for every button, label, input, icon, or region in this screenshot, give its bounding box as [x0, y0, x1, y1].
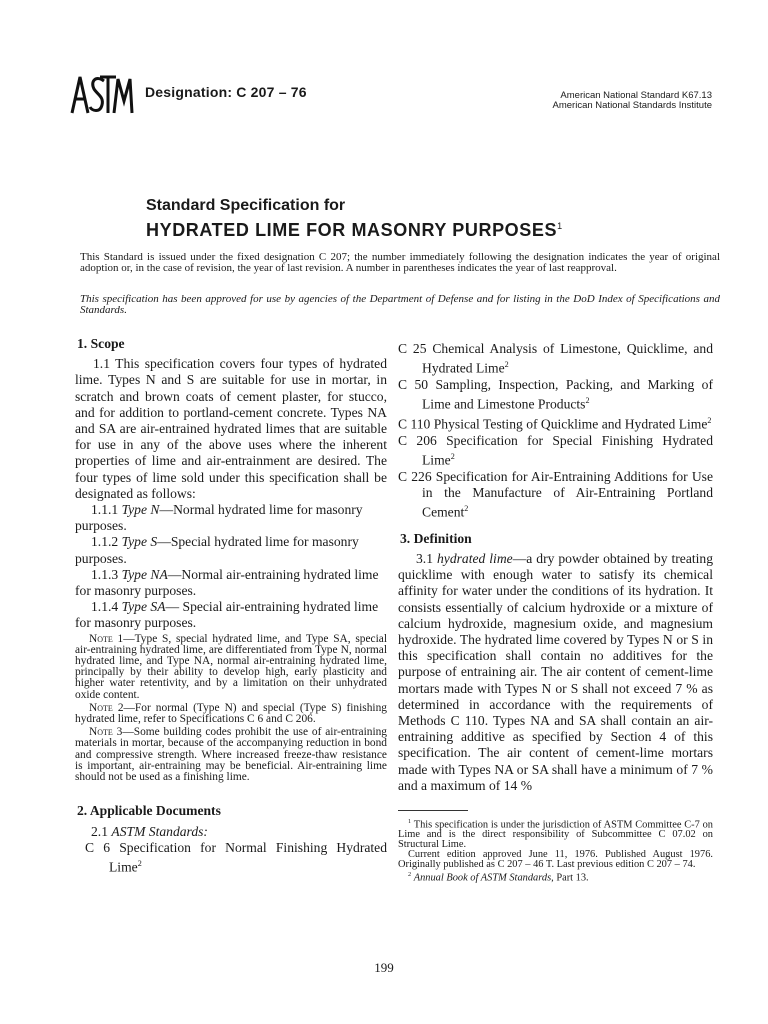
reference-mark: 2 — [504, 360, 509, 370]
reference-mark: 2 — [707, 415, 712, 425]
definition-number: 3.1 — [416, 550, 433, 566]
applicable-documents-heading: 2. Applicable Documents — [77, 803, 221, 819]
definition-paragraph — [398, 551, 713, 794]
item-desc: —Normal air-entraining hydrated lime for masonry purposes. — [75, 566, 379, 599]
note-text: —For normal (Type N) and special (Type S) finishing hydrated lime, refer to Specifications C 6 and C 206. — [75, 701, 387, 726]
standard-note: This Standard is issued under the fixed designation C 207; the number immediately following the designation indicates the year of original adoption or, in the case of revision, the year of last revision. A number in parentheses indicates the year of last reapproval. — [80, 251, 720, 274]
reference-item — [398, 433, 713, 469]
reference-item — [398, 377, 713, 413]
footnote-text: This specification is under the jurisdiction of ASTM Committee C-7 on Lime and is the direct responsibility of Subcommittee C 07.02 on Structural Lime. — [398, 819, 714, 851]
item-number: 1.1.2 — [91, 534, 119, 550]
item-desc: — Special air-entraining hydrated lime for masonry purposes. — [75, 599, 379, 631]
footnote-divider — [398, 810, 468, 811]
reference-text: C 110 Physical Testing of Quicklime and Hydrated Lime — [398, 416, 708, 432]
reference-item — [398, 341, 713, 377]
item-number: 1.1.3 — [91, 566, 119, 582]
reference-item — [398, 413, 713, 433]
title-line-1: Standard Specification for — [146, 197, 346, 214]
note-1 — [75, 634, 387, 701]
note-3 — [75, 727, 387, 783]
definition-term: hydrated lime — [436, 550, 513, 566]
astm-logo-icon — [66, 73, 134, 117]
definition-heading: 3. Definition — [400, 530, 472, 546]
item-desc: —Normal hydrated lime for masonry purposes. — [75, 502, 363, 534]
footnote-mark: 1 — [408, 817, 412, 825]
definition-text: —a dry powder obtained by treating quicklime with enough water to satisfy its chemical affinity for water under the conditions of its hydration. It consists essentially of calcium hydroxide or a mixture of calcium hydroxide, magnesium oxide, and magnesium hydroxide. The hydrated lime covered by Types N or S in this specification shall contain no additives for the purpose of entraining air. The air content of cement-lime mortars made with Types N or S shall not exceed 7 % as determined in accordance with the requirements of Methods C 110. Types NA and SA shall contain an air-entraining additive as specified by Section 4 of this specification. The air content of cement-lime mortars made with Types NA or SA shall have a minimum of 7 % and a maximum of 14 % — [398, 550, 713, 793]
reference-mark: 2 — [450, 451, 455, 461]
left-column — [75, 336, 387, 876]
astm-logo — [66, 73, 134, 117]
scope-heading: 1. Scope — [77, 336, 125, 351]
reference-text: C 6 Specification for Normal Finishing Hydrated Lime — [85, 839, 387, 875]
scope-paragraph: 1.1 This specification covers four types of hydrated lime. Types N and S are suitable for use in mortar, in scratch and brown coats of cement plaster, for stucco, and for addition to portland-cement concrete. Types NA and SA are air-entrained hydrated limes that are suitable for use in any of the above uses where the inherent properties of lime and air-entrainment are desired. The four types of lime sold under this specification shall be designated as follows: — [75, 356, 387, 501]
reference-text: C 25 Chemical Analysis of Limestone, Quicklime, and Hydrated Lime — [398, 341, 713, 376]
reference-mark: 2 — [585, 396, 590, 406]
reference-text: C 50 Sampling, Inspection, Packing, and Marking of Lime and Limestone Products — [398, 376, 713, 412]
ansi-line-2: American National Standards Institute — [552, 100, 712, 111]
note-label: Note 1 — [89, 632, 124, 645]
item-desc: —Special hydrated lime for masonry purposes. — [75, 534, 359, 566]
page-number: 199 — [374, 960, 394, 975]
item-type: Type SA — [121, 599, 166, 615]
type-item — [75, 599, 387, 631]
footnote-text: Part 13. — [553, 872, 589, 884]
note-2 — [75, 703, 387, 725]
item-number: 1.1.1 — [91, 502, 119, 518]
note-label: Note 2 — [89, 701, 124, 714]
note-text: —Some building codes prohibit the use of air-entraining materials in mortar, because of the accompanying reduction in bond and compressive strength. Where increased freeze-thaw resistance is important, air-entraining may be beneficial. Air-entraining lime should not be used as a finishing lime. — [75, 726, 388, 784]
designation: Designation: C 207 – 76 — [145, 84, 307, 100]
footnote-1b: Current edition approved June 11, 1976. Published August 1976. Originally published as C 207 – 46 T. Last previous edition C 207 – 74. — [398, 849, 713, 871]
reference-item — [85, 840, 387, 876]
footnote-title: Annual Book of ASTM Standards, — [413, 872, 554, 884]
reference-text: C 206 Specification for Special Finishing Hydrated Lime — [398, 432, 713, 468]
ansi-designation — [553, 91, 712, 111]
footnote-1 — [398, 817, 713, 850]
reference-item — [398, 469, 713, 521]
footnote-mark: 2 — [408, 871, 412, 879]
reference-mark: 2 — [137, 858, 142, 868]
ansi-line-1: American National Standard K67.13 — [560, 90, 712, 101]
approval-note: This specification has been approved for use by agencies of the Department of Defense and for listing in the DoD Index of Specifications and Standards. — [80, 293, 720, 316]
right-column — [398, 341, 713, 884]
footnote-2 — [398, 870, 713, 883]
reference-text: C 226 Specification for Air-Entraining Additions for Use in the Manufacture of Air-Entraining Portland Cement — [398, 468, 713, 520]
sub-number: 2.1 — [91, 823, 108, 839]
item-type: Type NA — [121, 566, 168, 582]
reference-mark: 2 — [464, 503, 469, 513]
type-item — [75, 567, 387, 599]
title-footnote-mark: 1 — [557, 221, 563, 231]
type-item — [75, 534, 387, 566]
sub-title: ASTM Standards: — [111, 823, 208, 839]
note-text: —Type S, special hydrated lime, and Type SA, special air-entraining hydrated lime, are differentiated from Type N, normal hydrated lime, and Type NA, normal air-entraining hydrated lime, principally by their ability to develop high, early plasticity and higher water retentivity, and by a limitation on their unhydrated oxide content. — [75, 632, 387, 701]
document-title — [146, 220, 563, 241]
title-line-2: HYDRATED LIME FOR MASONRY PURPOSES — [146, 220, 558, 240]
item-type: Type N — [121, 502, 160, 518]
astm-standards-subheading — [91, 824, 387, 840]
item-type: Type S — [121, 534, 158, 550]
item-number: 1.1.4 — [91, 599, 119, 615]
note-label: Note 3 — [89, 726, 123, 739]
type-item — [75, 502, 387, 534]
